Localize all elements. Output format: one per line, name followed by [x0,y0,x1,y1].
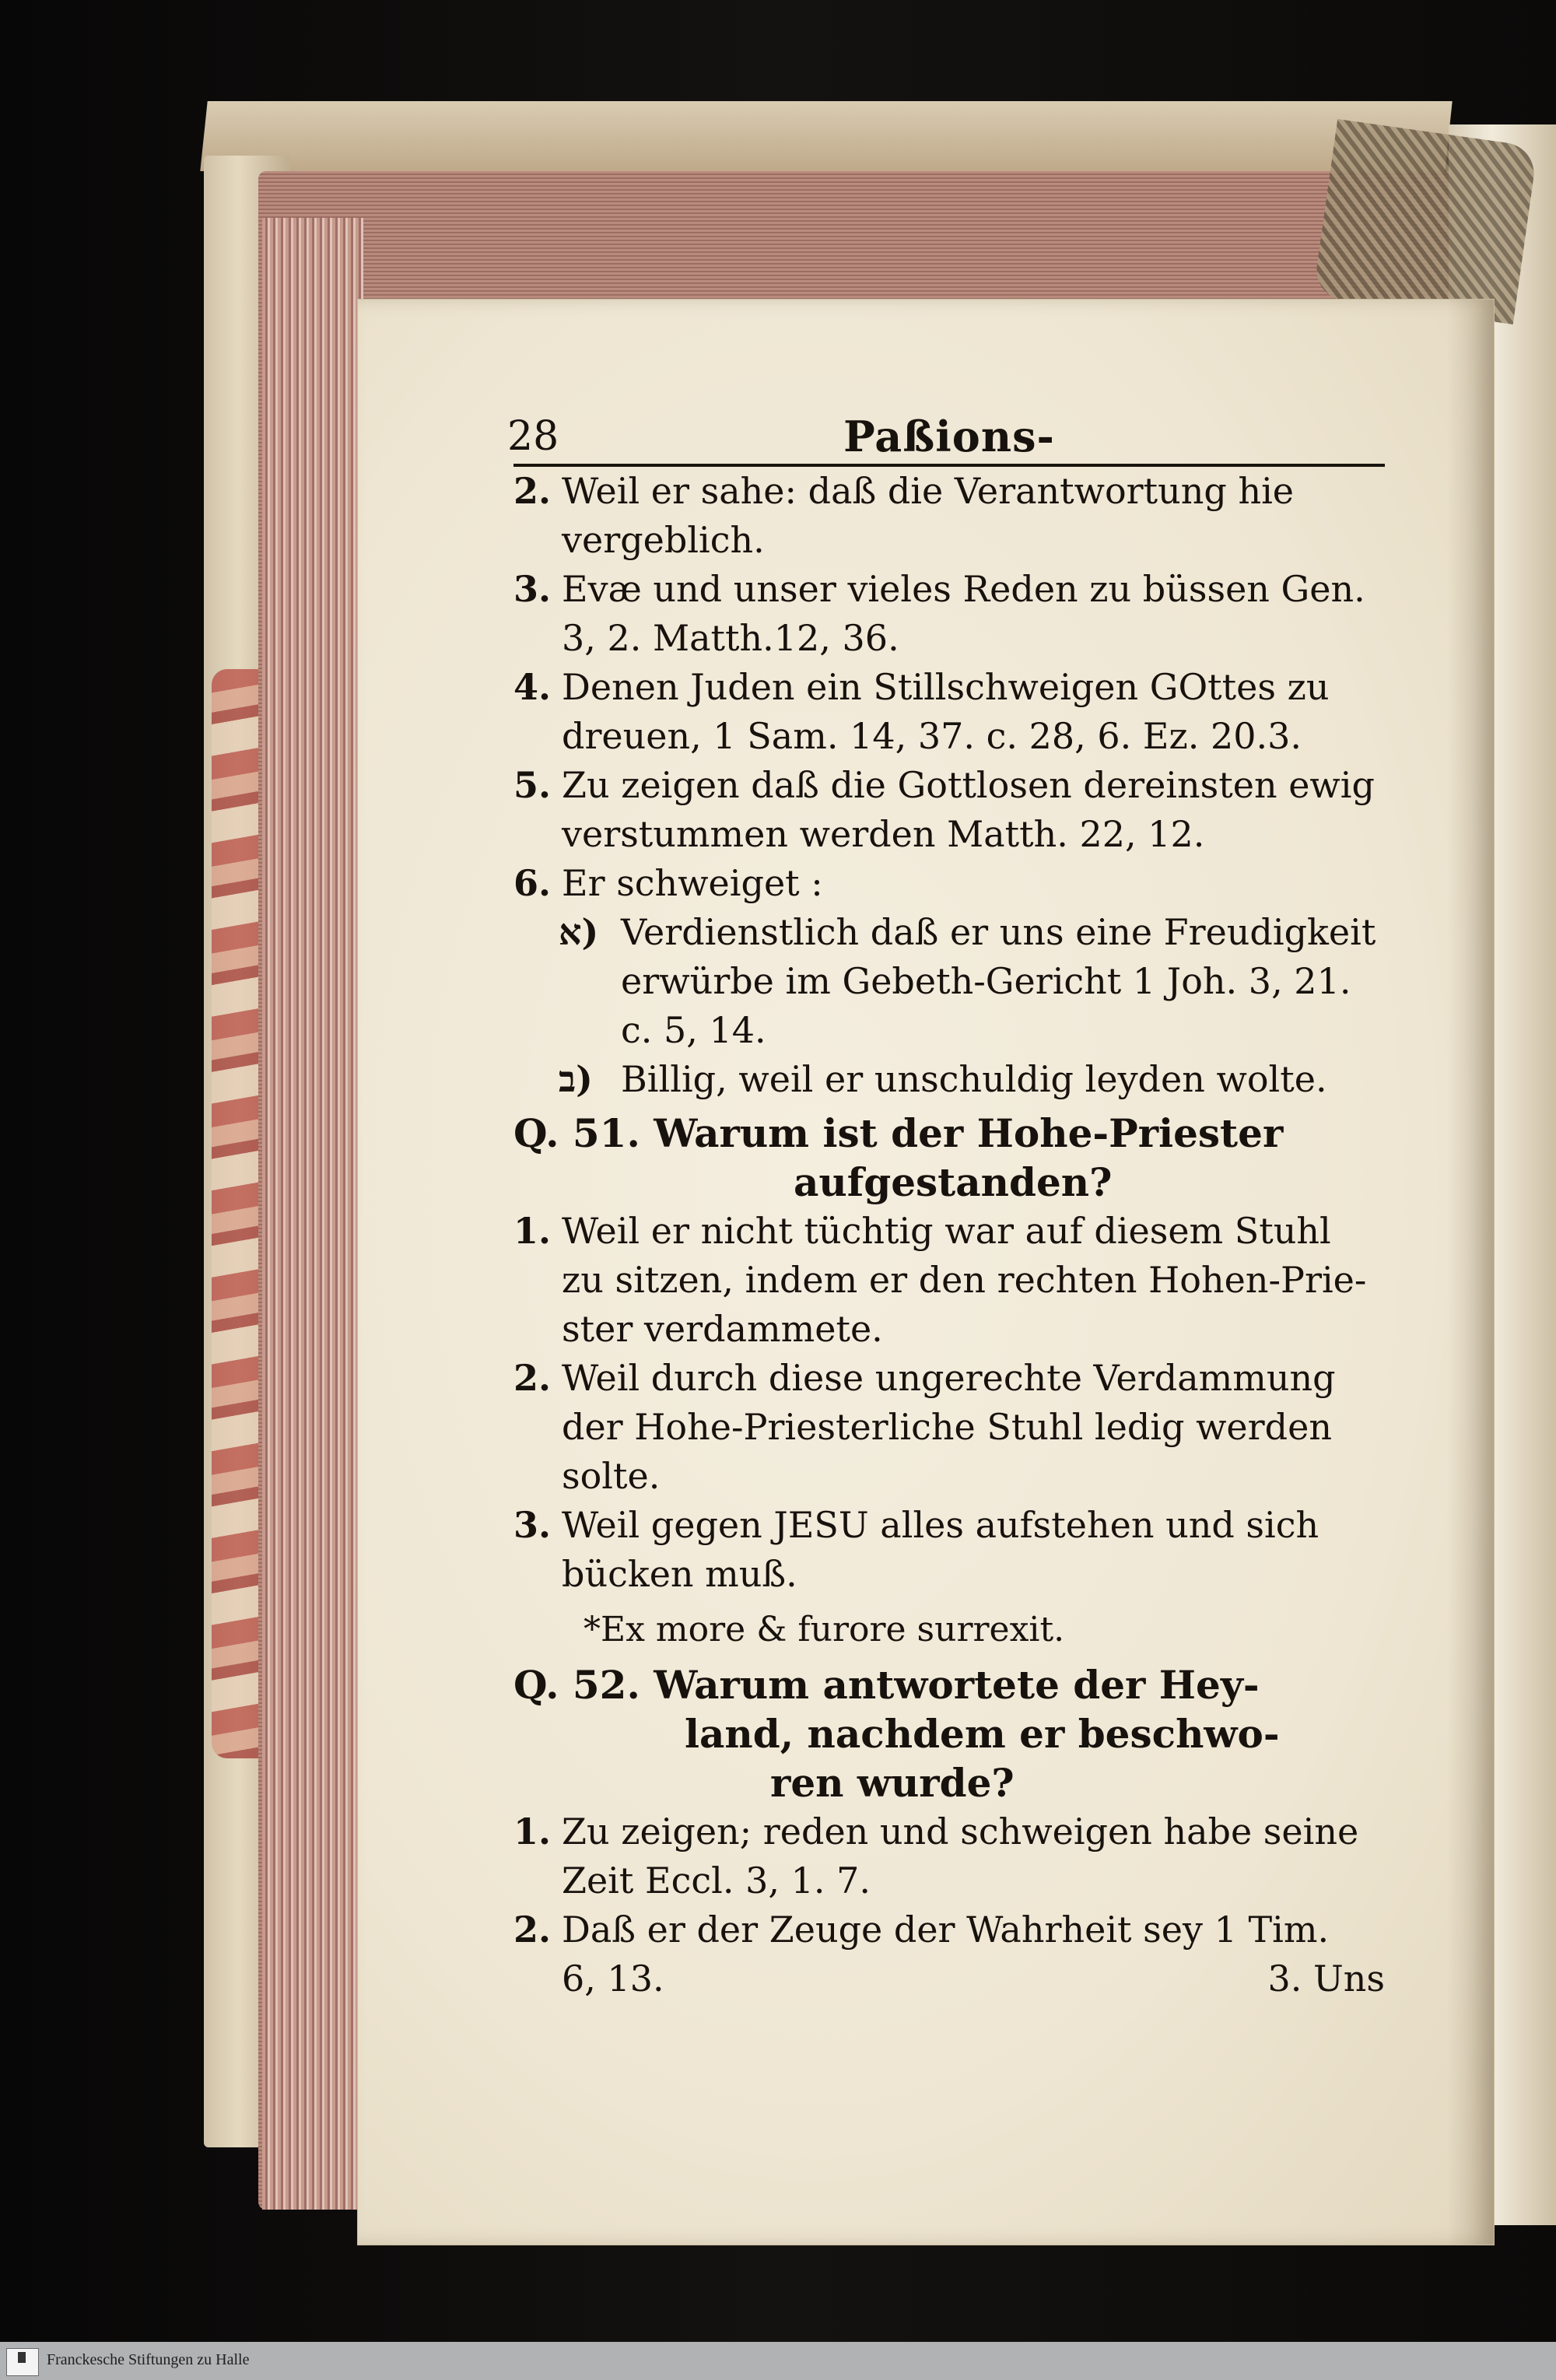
spine-headband [1312,119,1537,324]
item-line: Zeit Eccl. 3, 1. 7. [562,1859,871,1902]
item-line: Zu zeigen daß die Gottlosen dereinsten ewig [562,764,1375,806]
question-line: Q. 51. Warum ist der Hohe-Priester [513,1110,1284,1156]
page-gutter-shadow [1447,300,1494,2245]
item-line: Weil er sahe: daß die Verantwortung hie [562,470,1295,512]
item-line: Verdienstlich daß er uns eine Freudigkeit [621,911,1376,953]
page-number: 28 [507,413,559,460]
question-line: land, nachdem er beschwo- [685,1711,1280,1757]
item-line: Er schweiget : [562,862,823,904]
item-number: 2. [513,1909,552,1951]
item-line: Weil durch diese ungerechte Verdammung [562,1357,1336,1399]
list-item [513,1501,1385,1599]
question-line: Q. 52. Warum antwortete der Hey- [513,1662,1260,1708]
question-line: aufgestanden? [794,1159,1113,1205]
sub-item-letter: ב) [559,1058,593,1100]
catchword: 3. Uns [1267,1958,1385,2000]
item-number: 1. [513,1810,552,1852]
item-line: Daß er der Zeuge der Wahrheit sey 1 Tim. [562,1909,1330,1951]
item-number: 3. [513,568,552,610]
item-line: ster verdammete. [562,1308,883,1350]
item-line: Billig, weil er unschuldig leyden wolte. [621,1058,1327,1100]
question-line: ren wurde? [770,1760,1015,1806]
item-line: dreuen, 1 Sam. 14, 37. c. 28, 6. Ez. 20.3. [562,715,1302,757]
item-line: bücken muß. [562,1553,797,1595]
item-line: der Hohe-Priesterliche Stuhl ledig werden [562,1406,1332,1448]
list-item [513,565,1385,663]
list-item [513,761,1385,859]
institution-credit: Franckesche Stiftungen zu Halle [47,2351,250,2368]
item-line: erwürbe im Gebeth-Gericht 1 Joh. 3, 21. [621,960,1351,1002]
list-item [513,859,1385,908]
item-line: Denen Juden ein Stillschweigen GOttes zu [562,666,1330,708]
item-number: 3. [513,1504,552,1546]
running-title: Paßions- [843,412,1055,461]
item-number: 4. [513,666,552,708]
running-head [507,412,1385,467]
question-52 [513,1660,1385,1807]
list-item [513,1207,1385,1354]
list-item [513,1807,1385,1905]
list-item [513,663,1385,761]
list-item [513,1905,1385,2003]
latin-note: *Ex more & furore surrexit. [584,1610,1065,1649]
book-cover-top [200,101,1452,171]
sub-item-letter: א) [559,911,599,953]
item-line: 6, 13. [562,1958,664,2000]
item-line: c. 5, 14. [621,1009,766,1051]
question-51 [513,1109,1385,1207]
item-line: solte. [562,1455,661,1497]
list-item [513,1354,1385,1501]
sub-item [513,1055,1385,1104]
list-item [513,467,1385,565]
item-number: 2. [513,470,552,512]
item-line: Weil er nicht tüchtig war auf diesem Stuhl [562,1210,1331,1252]
item-number: 1. [513,1210,552,1252]
item-line: Zu zeigen; reden und schweigen habe seine [562,1810,1359,1852]
sub-item [513,908,1385,1055]
item-line: 3, 2. Matth.12, 36. [562,617,899,659]
institution-logo-icon [6,2348,39,2376]
item-number: 5. [513,764,552,806]
item-number: 6. [513,862,552,904]
page-edges-side [262,218,363,2210]
item-line: verstummen werden Matth. 22, 12. [562,813,1205,855]
item-line: vergeblich. [562,519,765,561]
item-number: 2. [513,1357,552,1399]
page-text [507,412,1385,2003]
item-line: Weil gegen JESU alles aufstehen und sich [562,1504,1319,1546]
item-line: Evæ und unser vieles Reden zu büssen Gen. [562,568,1365,610]
item-line: zu sitzen, indem er den rechten Hohen-Prie- [562,1259,1367,1301]
